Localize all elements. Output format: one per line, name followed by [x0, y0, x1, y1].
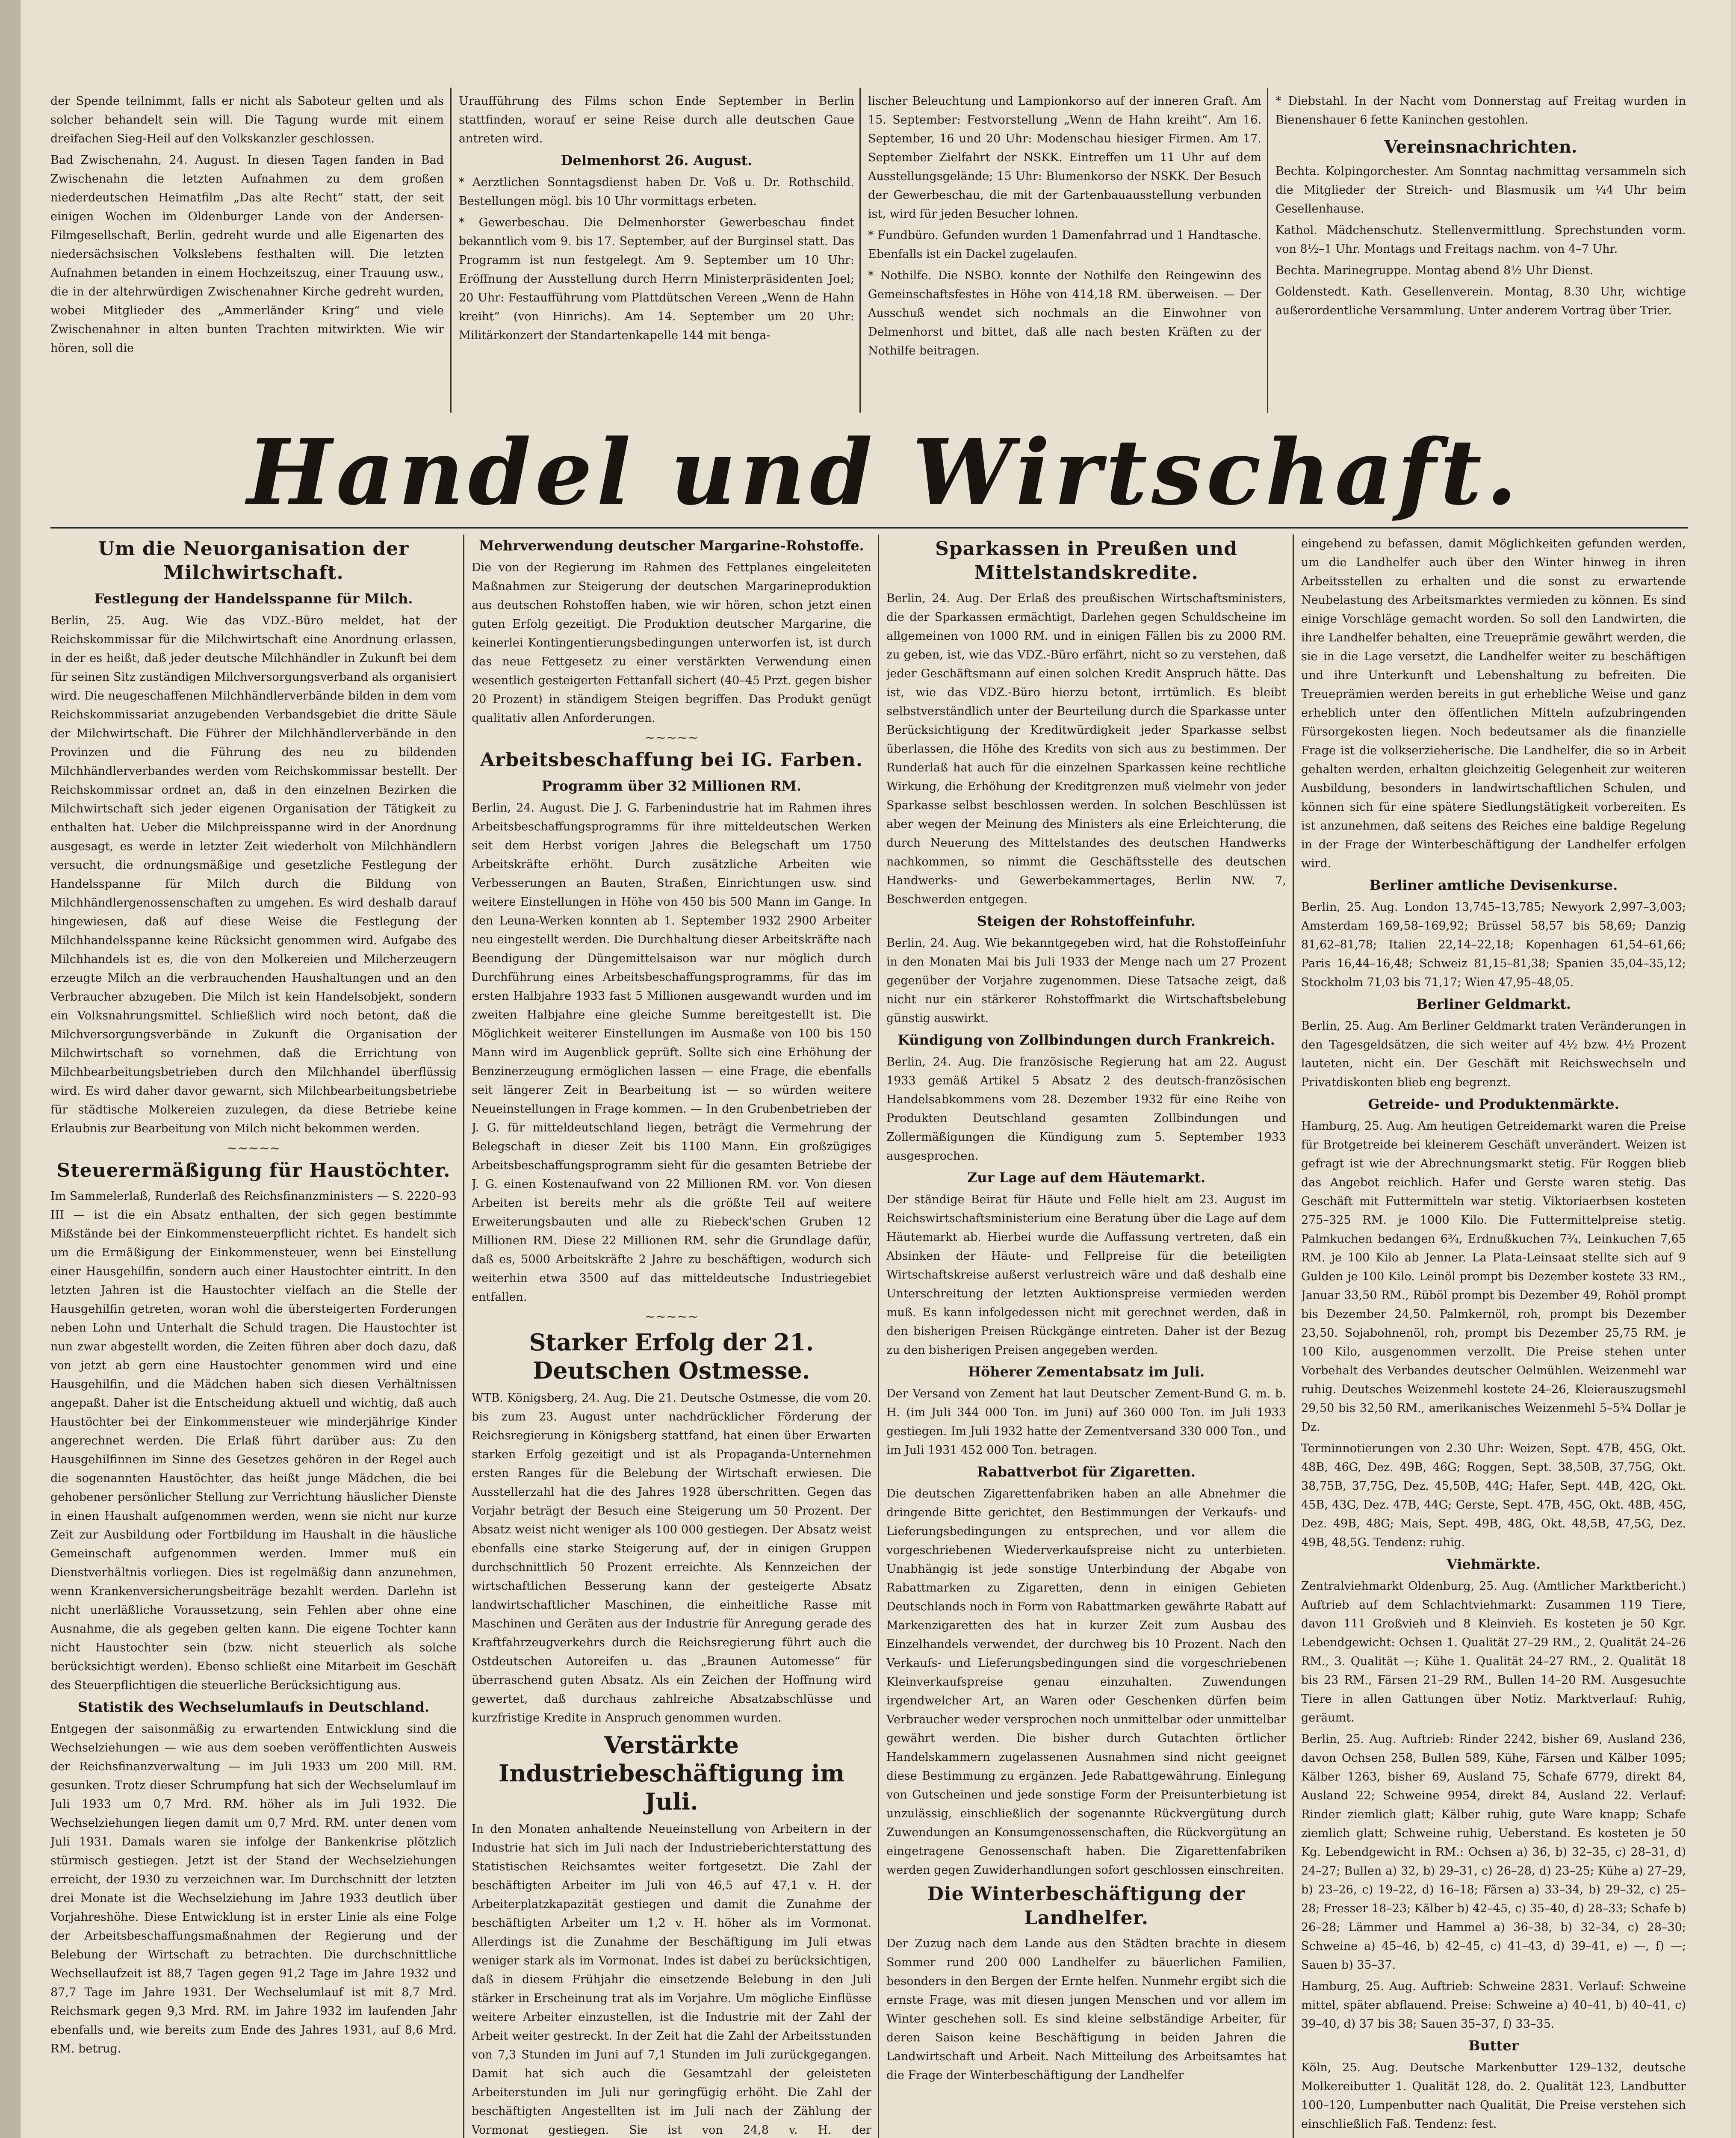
masthead-rule	[50, 527, 1688, 529]
column-rule	[878, 534, 879, 2138]
article-heading-devisenkurse: Berliner amtliche Devisenkurse.	[1369, 877, 1618, 893]
top-c2-p2: * Aerztlichen Sonntagsdienst haben Dr. Voß u. Dr. Rothschild. Bestellungen mögl. bis 10 Uhr vormittags erbeten.	[459, 176, 854, 208]
article-subheading-programm: Programm über 32 Millionen RM.	[541, 778, 802, 794]
top-c4-p4: Bechta. Marinegruppe. Montag abend 8½ Uhr Dienst.	[1275, 264, 1594, 277]
article-separator: ∼∼∼∼∼	[227, 1141, 280, 1156]
article-ig-farben-text: Berlin, 24. August. Die J. G. Farbenindustrie hat im Rahmen ihres Arbeitsbeschaffungsprogramms für ihre mitteldeutschen Werken seit dem Herbst vorigen Jahres die Belegschaft um 1750 Arbeitskräfte erhöht. Durch zusätzliche Arbeiten wie Verbesserungen an Bauten, Straßen, Einrichtungen usw. sind weitere Einstellungen in Höhe von 450 bis 500 Mann im Gange. In den Leuna-Werken konnten ab 1. September 1932 2900 Arbeiter neu eingestellt werden. Die Durchhaltung dieser Arbeitskräfte nach Beendigung der Düngemittelsaison war nur möglich durch Durchführung eines Arbeitsbeschaffungsprogramms, für das im ersten Halbjahre 1933 fast 5 Millionen ausgewandt wurden und im zweiten Halbjahre eine gleiche Summe bereitgestellt ist. Die Möglichkeit weiterer Einstellungen im Ausmaße von 100 bis 150 Mann wird im Augenblick geprüft. Sollte sich eine Erhöhung der Benzinerzeugung ermöglichen lassen — eine Frage, die ebenfalls seit längerer Zeit in Bearbeitung ist — so würden weitere Neueinstellungen in Frage kommen. — In den Grubenbetrieben der J. G. für mitteldeutschland liegen, beträgt die Vermehrung der Belegschaft in dieser Zeit bis 1100 Mann. Ein großzügiges Arbeitsbeschaffungsprogramm sieht für die gesamten Betriebe der J. G. einen Kostenaufwand von 22 Millionen RM. vor. Von diesen Arbeiten ist bereits mehr als die größte Teil auf weitere Erweiterungsbauten und alle zu Riebeck'schen Gruben 12 Millionen RM. Diese 22 Millionen RM. sehr die Grundlage dafür, daß es, 5000 Arbeitskräfte 2 Jahre zu beschäftigen, wodurch sich weiterhin etwa 3500 auf das mitteldeutsche Industriegebiet entfallen.	[472, 801, 871, 1304]
top-column-4	[1275, 92, 1686, 408]
top-c1-p2: Bad Zwischenahn, 24. August. In diesen Tagen fanden in Bad Zwischenahn die letzten Aufnahmen zu dem großen niederdeutschen Heimatfilm „Das alte Recht“ statt, der seit einigen Wochen im Oldenburger Lande von der Andersen-Filmgesellschaft, Berlin, gedreht wurde und alle Eigenarten des niedersächsischen Volkslebens festhalten will. Die letzten Aufnahmen betanden in einem Hochzeitszug, einer Trauung usw., die in der altehrwürdigen Zwischenahner Kirche gedreht wurden, wobei Mitglieder des „Ammerländer Kring“ und viele Zwischenahner in alten bunten Trachten mitwirkten. Wie wir hören, soll die	[50, 154, 444, 355]
article-viehmarkt-oldenburg-text: Zentralviehmarkt Oldenburg, 25. Aug. (Amtlicher Marktbericht.) Auftrieb auf dem Schlachtviehmarkt: Zusammen 119 Tiere, davon 111 Großvieh und 8 Kleinvieh. Es kosteten je 50 Kgr. Lebendgewicht: Ochsen 1. Qualität 27–29 RM., 2. Qualität 24–26 RM., 3. Qualität —; Kühe 1. Qualität 24–27 RM., 2. Qualität 18 bis 23 RM., Färsen 21–29 RM., Bullen 14–20 RM. Ausgesuchte Tiere in allen Gattungen über Notiz. Marktverlauf: Ruhig, geräumt.	[1301, 1580, 1686, 1725]
article-butter-koeln-text: Köln, 25. Aug. Deutsche Markenbutter 129–132, deutsche Molkereibutter 1. Qualität 128, do. 2. Qualität 123, Landbutter 100–120, Lumpenbutter nach Qualität, Die Preise verstehen sich einschließlich Faß. Tendenz: fest.	[1301, 2061, 1686, 2131]
top-c3-p3: * Nothilfe. Die NSBO. konnte der Nothilfe den Reingewinn des Gemeinschaftsfestes in Höhe von 414,18 RM. überweisen. — Der Ausschuß wendet sich nochmals an die Einwohner von Delmenhorst und bittet, daß alle nach besten Kräften zu der Nothilfe beitragen.	[868, 269, 1261, 357]
article-heading-getreide: Getreide- und Produktenmärkte.	[1368, 1096, 1619, 1112]
column-rule	[450, 88, 452, 413]
article-subheading-handelsspanne: Festlegung der Handelsspanne für Milch.	[94, 591, 413, 607]
article-butter-berlin-text	[1301, 2136, 1686, 2138]
top-c3-p2: * Fundbüro. Gefunden wurden 1 Damenfahrrad und 1 Handtasche. Ebenfalls ist ein Dackel zugelaufen.	[868, 229, 1261, 261]
article-heading-viehmaerkte: Viehmärkte.	[1447, 1556, 1541, 1572]
top-c4-p5: Goldenstedt. Kath. Gesellenverein. Montag, 8.30 Uhr, wichtige außerordentliche Versammlung. Unter anderem Vortrag über Trier.	[1275, 285, 1686, 317]
article-milchwirtschaft-text: Berlin, 25. Aug. Wie das VDZ.-Büro meldet, hat der Reichskommissar für die Milchwirtschaft eine Anordnung erlassen, in der es heißt, daß jeder deutsche Milchhändler in Zukunft bei dem für seinen Sitz zuständigen Milchversorgungsverband als organisiert wird. Die neugeschaffenen Milchhändlerverbände bilden in dem vom Reichskommissariat anzugebenden Verbandsgebiet die dritte Säule der Milchwirtschaft. Die Führer der Milchhändlerverbände in den Provinzen und die Führung des neu zu bildenden Milchhändlerverbandes werden vom Reichskommissar bestellt. Der Reichskommissar ordnet an, daß in den einzelnen Bezirken die Milchwirtschaft sich jeder eigenen Organisation der Tätigkeit zu enthalten hat. Ueber die Milchpreisspanne wird in der Anordnung ausgesagt, es werde in letzter Zeit wiederholt von Milchhändlern versucht, die ordnungsmäßige und gesetzliche Festlegung der Handelsspanne für Milch durch die Bildung von Milchhändlergenossenschaften zu umgehen. Es wird deshalb darauf hingewiesen, daß auf diese Weise die Festlegung der Milchhandelsspanne keine Rücksicht genommen wird. Aufgabe des Milchhandels ist es, die von den Molkereien und Milcherzeugern erzeugte Milch an die verbrauchenden Haushaltungen und an den Verbraucher abzugeben. Die Milch ist kein Handelsobjekt, sondern ein Volksnahrungsmittel. Schließlich wird noch betont, daß die Milchversorgungsverbände in Zukunft die Organisation der Milchwirtschaft so vornehmen, daß die Errichtung von Milchbearbeitungsbetrieben durch den Milchhandel überflüssig wird. Es wird daher davor gewarnt, sich Milchbearbeitungsbetriebe für städtische Molkereien zuzulegen, da diese Betriebe keine Erlaubnis zur Bearbeitung von Milch nicht bekommen werden.	[50, 614, 457, 1135]
article-geldmarkt-text: Berlin, 25. Aug. Am Berliner Geldmarkt traten Veränderungen in den Tagesgeldsätzen, die sich weiter auf 4½ bzw. 4½ Prozent lauteten, nicht ein. Der Geschäft mit Reichswechseln und Privatdiskonten blieb eng begrenzt.	[1301, 1019, 1686, 1089]
article-heading-ostmesse: Starker Erfolg der 21. Deutschen Ostmesse.	[529, 1329, 814, 1384]
article-winterbeschaeftigung-text: Der Zuzug nach dem Lande aus den Städten brachte in diesem Sommer rund 200 000 Landhelfer zu bäuerlichen Familien, besonders in den Bergen der Ernte helfen. Nunmehr ergibt sich die ernste Frage, was mit diesen jungen Menschen und vor allem im Winter geschehen soll. Es sind kleine selbständige Arbeiter, für deren Saison keine Beschäftigung in beiden Jahren die Landwirtschaft und Arbeit. Nach Mitteilung des Arbeitsamtes hat die Frage der Winterbeschäftigung der Landhelfer	[886, 1937, 1286, 2082]
article-heading-ig-farben: Arbeitsbeschaffung bei IG. Farben.	[480, 749, 863, 771]
article-getreide-text: Hamburg, 25. Aug. Am heutigen Getreidemarkt waren die Preise für Brotgetreide bei kleinerem Geschäft unverändert. Weizen ist gefragt ist wie der Abrechnungsmarkt stetig. Für Roggen blieb das Angebot reichlich. Hafer und Gerste waren stetig. Das Geschäft mit Futtermitteln war stetig. Viktoriaerbsen kosteten 275–325 RM. je 1000 Kilo. Die Futtermittelpreise stetig. Palmkuchen bedangen 6¾, Erdnußkuchen 7¾, Leinkuchen 7,65 RM. je 100 Kilo ab Jenner. La Plata-Leinsaat stellte sich auf 9 Gulden je 100 Kilo. Leinöl prompt bis Dezember kostete 33 RM., Januar 33,50 RM., Rüböl prompt bis Dezember 49, Rohöl prompt bis Dezember 24,50. Palmkernöl, roh, prompt bis Dezember 23,50. Sojabohnenöl, roh, prompt bis Dezember 25,75 RM. je 100 Kilo, ausgenommen verzollt. Die Preise stehen unter Vorbehalt des Verbandes deutscher Oelmühlen. Weizenmehl war ruhig. Deutsches Weizenmehl kostete 24–26, Kleierauszugsmehl 29,50 bis 32,50 RM., amerikanisches Weizenmehl 5–5¾ Dollar je Dz.	[1301, 1119, 1686, 1434]
delmenhorst-dateline: Delmenhorst 26. August.	[561, 152, 753, 168]
article-heading-geldmarkt: Berliner Geldmarkt.	[1416, 996, 1571, 1012]
article-sparkassen-text: Berlin, 24. Aug. Der Erlaß des preußischen Wirtschaftsministers, die der Sparkassen ermächtigt, Darlehen gegen Schuldscheine im allgemeinen von 1000 RM. und in einigen Fällen bis zu 2000 RM. zu geben, ist, wie das VDZ.-Büro erfährt, nicht so zu verstehen, daß jeder Geschäftsmann auf einen solchen Kredit Anspruch hätte. Das ist, wie das VDZ.-Büro hierzu betont, irrtümlich. Es bleibt selbstverständlich unter der Beurteilung durch die Sparkasse unter Berücksichtigung der Kreditwürdigkeit jeder Sparkasse selbst überlassen, die Höhe des Kredits von sich aus zu bestimmen. Der Runderlaß hat auch für die einzelnen Sparkassen keine rechtliche Wirkung, die Erhöhung der Kreditgrenzen muß vielmehr von jeder Sparkasse selbst beschlossen werden. In solchen Beschlüssen ist aber wegen der Meinung des Ministers als eine Erleichterung, die durch Neuerung des Mittelstandes des deutschen Handwerks nachkommen, so nimmt die Geschäftsstelle des deutschen Handwerks- und Gewerbekammertages, Berlin NW. 7, Beschwerden entgegen.	[886, 592, 1286, 906]
article-heading-butter: Butter	[1468, 2038, 1519, 2054]
article-rohstoffeinfuhr-text: Berlin, 24. Aug. Wie bekanntgegeben wird, hat die Rohstoffeinfuhr in den Monaten Mai bis Juli 1933 der Menge nach um 27 Prozent gegenüber der Vorjahre zugenommen. Diese Tatsache zeigt, daß nicht nur ein stärkerer Rohstoffmarkt die Wirtschaftsbelebung günstig auswirkt.	[886, 936, 1286, 1025]
article-industriebeschaeftigung-text: In den Monaten anhaltende Neueinstellung von Arbeitern in der Industrie hat sich im Juli nach der Industrieberichterstattung des Statistischen Reichsamtes weiter fortgesetzt. Die Zahl der beschäftigten Arbeiter im Juli von 46,5 auf 47,1 v. H. der Arbeiterplatzkapazität gestiegen und damit die Zunahme der beschäftigten Arbeiter um 1,2 v. H. höher als im Vormonat. Allerdings ist die Zunahme der Beschäftigung im Juli etwas weniger stark als im Vormonat. Indes ist dabei zu berücksichtigen, daß in diesem Frühjahr die einsetzende Belebung in den Juli stärker in Erscheinung trat als im Vorjahre. Um mögliche Einflüsse weitere Arbeiter einzustellen, ist die Industrie mit der Zahl der Arbeit weiter gestreckt. In der Zeit hat die Zahl der Arbeitsstunden von 7,3 Stunden im Juni auf 7,1 Stunden im Juli zurückgegangen. Damit hat sich auch die Gesamtzahl der geleisteten Arbeiterstunden im Juli nur geringfügig erhöht. Die Zahl der beschäftigten Angestellten ist im Juli nach der Zählung der Vormonat gestiegen. Sie ist von 24,8 v. H. der	[472, 1822, 871, 2137]
article-heading-sparkassen: Sparkassen in Preußen und Mittelstandskredite.	[935, 538, 1237, 584]
article-margarine-text: Die von der Regierung im Rahmen des Fettplanes eingeleiteten Maßnahmen zur Steigerung der deutschen Margarineproduktion aus deutschen Rohstoffen haben, wie wir hören, schon jetzt einen guten Erfolg gezeitigt. Die Produktion deutscher Margarine, die keinerlei Kontingentierungsbedingungen unterworfen ist, ist durch das neue Fettgesetz zu einer verstärkten Verwendung einen wesentlich gesteigerten Fettanfall sichert (40–45 Przt. gegen bisher 20 Prozent) in ständigem Steigen begriffen. Das Produkt genügt qualitativ allen Anforderungen.	[472, 561, 871, 725]
article-devisenkurse-text: Berlin, 25. Aug. London 13,745–13,785; Newyork 2,997–3,003; Amsterdam 169,58–169,92; Brüssel 58,57 bis 58,69; Danzig 81,62–81,78; Italien 22,14–22,18; Kopenhagen 61,54–61,66; Paris 16,44–16,48; Schweiz 81,15–81,38; Spanien 35,04–35,12; Stockholm 71,03 bis 71,17; Wien 47,95–48,05.	[1301, 901, 1686, 989]
article-haustoechter-text: Im Sammelerlaß, Runderlaß des Reichsfinanzministers — S. 2220–93 III — ist die ein Absatz enthalten, der sich gegen bestimmte Mißstände bei der Einkommensteuerpflicht richtet. Es handelt sich um die Ermäßigung der Einkommensteuer, wenn bei Einstellung einer Hausgehilfin, sondern auch einer Haustochter eintritt. In den letzten Jahren ist die Haustochter vielfach an die Stelle der Hausgehilfin getreten, woran wohl die übersteigerten Forderungen neben Lohn und Unterhalt die Schuld tragen. Die Haustochter ist nun zwar abgestellt worden, die Zeiten führen aber doch dazu, daß von jetzt ab gern eine Haustochter genommen wird und eine Hausgehilfin, und die Mädchen haben sich diesen Verhältnissen angepaßt. Daher ist die Entscheidung aktuell und wichtig, daß auch Haustöchter bei der Einkommensteuer wie minderjährige Kinder angerechnet werden. Die Erlaß führt darüber aus: Zu den Hausgehilfinnen im Sinne des Gesetzes gehören in der Regel auch die sogenannten Haustöchter, das heißt junge Mädchen, die bei gehobener persönlicher Stellung zur Verrichtung häuslicher Dienste in einen Haushalt aufgenommen werden, wenn sie nicht nur kurze Zeit zur Ausbildung oder Fortbildung im Haushalt in die häusliche Gemeinschaft aufgenommen werden. Immer muß ein Dienstverhältnis vorliegen. Dies ist regelmäßig dann anzunehmen, wenn Krankenversicherungsbeiträge bezahlt werden. Darlehn ist nicht unerläßliche Voraussetzung, sein Fehlen aber ohne eine Ausnahme, die als gegeben gelten kann. Die eigene Tochter kann nicht Haustochter sein (bzw. nicht steuerlich als solche berücksichtigt werden). Ebenso schließt eine Mitarbeit im Geschäft des Steuerpflichtigen die steuerliche Berücksichtigung aus.	[50, 1190, 457, 1692]
top-c3-p1: lischer Beleuchtung und Lampionkorso auf der inneren Graft. Am 15. September: Festvorstellung „Wenn de Hahn kreiht“. Am 16. September, 16 und 20 Uhr: Modenschau hiesiger Firmen. Am 17. September Zielfahrt der NSKK. Eintreffen um 11 Uhr auf dem Ausstellungsgelände; 15 Uhr: Blumenkorso der NSKK. Der Besuch der Gewerbeschau, die mit der Gartenbauausstellung verbunden ist, wird für jeden Besucher lohnen.	[868, 94, 1261, 221]
column-rule	[463, 534, 464, 2138]
top-c4-p3: Kathol. Mädchenschutz. Stellenvermittlung. Sprechstunden vorm. von 8½–1 Uhr. Montags und Freitags nachm. von 4–7 Uhr.	[1275, 224, 1686, 256]
article-zollbindungen-text: Berlin, 24. Aug. Die französische Regierung hat am 22. August 1933 gemäß Artikel 5 Absatz 2 des deutsch-französischen Handelsabkommens vom 28. Dezember 1932 für eine Reihe von Produkten Deutschland gesamten Zollbindungen und Zollermäßigungen die Kündigung zum 5. September 1933 ausgesprochen.	[886, 1055, 1286, 1163]
article-separator: ∼∼∼∼∼	[644, 730, 699, 745]
vereinsnachrichten-heading: Vereinsnachrichten.	[1384, 137, 1577, 157]
top-c4-p1: * Diebstahl. In der Nacht vom Donnerstag auf Freitag wurden in Bienenshauer 6 fette Kaninchen gestohlen.	[1275, 94, 1686, 127]
top-column-2	[459, 92, 854, 408]
article-heading-industriebeschaeftigung: Verstärkte Industriebeschäftigung im Juli.	[498, 1731, 845, 1815]
article-heading-rabattverbot: Rabattverbot für Zigaretten.	[977, 1464, 1196, 1480]
article-viehmarkt-hamburg-text: Hamburg, 25. Aug. Auftrieb: Schweine 2831. Verlauf: Schweine mittel, später abflauend. Preise: Schweine a) 40–41, b) 40–41, c) 39–40, d) 37 bis 38; Sauen 35–37, f) 33–35.	[1301, 1980, 1686, 2031]
section-masthead: Handel und Wirtschaft.	[247, 419, 1522, 525]
article-haeutemarkt-text: Der ständige Beirat für Häute und Felle hielt am 23. August im Reichswirtschaftsministerium eine Beratung über die Lage auf dem Häutemarkt ab. Hierbei wurde die Auffassung vertreten, daß ein Absinken der Häute- und Fellpreise für die beteiligten Wirtschaftskreise außerst verlustreich wäre und daß deshalb eine Unterschreitung der letzten Auktionspreise vermieden werden muß. Es kann infolgedessen nicht mit gerechnet werden, daß in den bisherigen Preisen Rückgänge eintreten. Daher ist der Bezug zu den bisherigen Preisen angegeben werden.	[886, 1193, 1286, 1357]
article-ostmesse-text: WTB. Königsberg, 24. Aug. Die 21. Deutsche Ostmesse, die vom 20. bis zum 23. August unter nachdrücklicher Förderung der Reichsregierung in Königsberg stattfand, hat einen über Erwarten starken Erfolg gezeitigt und ist als Propaganda-Unternehmen ersten Ranges für die Belebung der Wirtschaft erwiesen. Die Ausstellerzahl hat die des Jahres 1928 überschritten. Gegen das Vorjahr beträgt der Besuch eine Steigerung um 50 Prozent. Der Absatz weist nicht weniger als 100 000 gestiegen. Der Absatz weist ebenfalls eine starke Steigerung auf, der in einigen Gruppen durchschnittlich 50 Prozent erreichte. Als Kennzeichen der wirtschaftlichen Besserung kann der gesteigerte Absatz landwirtschaftlicher Maschinen, die einheitliche Rasse mit Maschinen und Geräten aus der Industrie für Anregung gerade des Kraftfahrzeugverkehrs durch die Reichsregierung führt auch die Ostdeutschen Autoreifen u. das „Braunen Automesse“ für überraschend guten Absatz. Als ein Zeichen der Hoffnung wird gewertet, daß durchaus zahlreiche Absatzabschlüsse und kurzfristige Kredite in Anspruch genommen wurden.	[472, 1391, 871, 1725]
article-landhelfer-continued: eingehend zu befassen, damit Möglichkeiten gefunden werden, um die Landhelfer auch über den Winter hinweg in ihren Arbeitsstellen zu erhalten und die sonst zu erwartende Neubelastung des Arbeitsmarktes vermieden zu können. Es sind einige Vorschläge gemacht worden. So soll den Landwirten, die ihre Landhelfer behalten, eine Treueprämie gewährt werden, die sie in die Lage versetzt, die Landhelfer weiter zu beschäftigen und ihre Unterkunft und Lebenshaltung zu befreiten. Die Treueprämien werden bereits in gut erhebliche Weise und ganz erheblich unter den öffentlichen Mitteln aufzubringenden Fürsorgekosten liegen. Noch bedeutsamer als die finanzielle Frage ist die volkserzieherische. Die Landhelfer, die so in Arbeit gehalten werden, erhalten gleichzeitig Gelegenheit zur weiteren Ausbildung, besonders in landwirtschaftlichen Schulen, und können sich für eine spätere Siedlungstätigkeit vorbereiten. Es ist anzunehmen, daß seitens des Reiches eine baldige Regelung in der Frage der Winterbeschäftigung der Landhelfer erfolgen wird.	[1301, 537, 1686, 870]
top-c2-p1: Uraufführung des Films schon Ende September in Berlin stattfinden, worauf er seine Reise durch alle deutschen Gaue antreten wird.	[459, 94, 854, 145]
column-rule	[1267, 88, 1268, 413]
newspaper-page	[21, 0, 1731, 2138]
main-column-4	[1301, 534, 1686, 2138]
top-column-1	[50, 92, 444, 408]
article-heading-wechselumlauf: Statistik des Wechselumlaufs in Deutschland.	[77, 1699, 430, 1715]
article-zementabsatz-text: Der Versand von Zement hat laut Deutscher Zement-Bund G. m. b. H. (im Juli 344 000 Ton. im Juni) auf 360 000 Ton. im Juli 1933 gestiegen. Im Juli 1932 hatte der Zementversand 330 000 Ton., und im Juli 1931 452 000 Ton. betragen.	[886, 1387, 1286, 1457]
article-viehmarkt-berlin-text: Berlin, 25. Aug. Auftrieb: Rinder 2242, bisher 69, Ausland 236, davon Ochsen 258, Bullen 589, Kühe, Färsen und Kälber 1095; Kälber 1263, bisher 69, Ausland 75, Schafe 6779, direkt 84, Ausland 22; Schweine 9954, direkt 84, Ausland 22. Verlauf: Rinder ziemlich glatt; Kälber ruhig, gute Ware knapp; Schafe ziemlich glatt; Schweine ruhig, Ueberstand. Es kosteten je 50 Kg. Lebendgewicht in RM.: Ochsen a) 36, b) 32–35, c) 28–31, d) 24–27; Bullen a) 32, b) 29–31, c) 26–28, d) 23–25; Kühe a) 27–29, b) 23–26, c) 19–22, d) 16–18; Färsen a) 33–34, b) 29–32, c) 25–28; Fresser 18–23; Kälber b) 42–45, c) 35–40, d) 28–33; Schafe b) 26–28; Lämmer und Hammel a) 36–38, b) 32–34, c) 28–30; Schweine a) 45–46, b) 42–45, c) 41–43, d) 39–41, e) —, f) —; Sauen b) 35–37.	[1301, 1733, 1686, 1972]
page-spine	[0, 0, 21, 2138]
column-rule	[1293, 534, 1294, 2138]
article-heading-zollbindungen: Kündigung von Zollbindungen durch Frankreich.	[898, 1032, 1275, 1048]
top-c2-p3: * Gewerbeschau. Die Delmenhorster Gewerbeschau findet bekanntlich vom 9. bis 17. September, auf der Burginsel statt. Das Programm ist nun festgelegt. Am 9. September um 10 Uhr: Eröffnung der Ausstellung durch Herrn Ministerpräsidenten Joel; 20 Uhr: Festaufführung vom Plattdütschen Vereen „Wenn de Hahn kreiht“ (von Hinrichs). Am 14. September um 20 Uhr: Militärkonzert der Standartenkapelle 144 mit benga-	[459, 216, 854, 342]
article-heading-milchwirtschaft: Um die Neuorganisation der Milchwirtschaft.	[98, 538, 409, 584]
main-column-2	[472, 534, 871, 2138]
main-column-1	[50, 534, 457, 2138]
article-heading-winterbeschaeftigung: Die Winterbeschäftigung der Landhelfer.	[927, 1883, 1246, 1929]
article-wechselumlauf-text: Entgegen der saisonmäßig zu erwartenden Entwicklung sind die Wechselziehungen — wie aus dem soeben veröffentlichten Ausweis der Reichsfinanzverwaltung — im Juli 1933 um 200 Mill. RM. gesunken. Trotz dieser Schrumpfung hat sich der Wechselumlauf im Juli 1933 um 0,7 Mrd. RM. höher als im Juli 1932. Die Wechselziehungen liegen damit um 0,7 Mrd. RM. unter denen vom Juli 1931. Damals waren sie infolge der Bankenkrise plötzlich stürmisch gestiegen. Jetzt ist der Stand der Wechselziehungen erreicht, der 1930 zu verzeichnen war. Im Durchschnitt der letzten drei Monate ist die Wechselziehung im Jahre 1933 deutlich über Vorjahreshöhe. Diese Entwicklung ist in erster Linie als eine Folge der Arbeitsbeschaffungsmaßnahmen der Regierung und der Belebung der Wirtschaft zu betrachten. Die durchschnittliche Wechsellaufzeit ist 88,7 Tagen gegen 91,2 Tage im Jahre 1932 und 87,7 Tage im Jahre 1931. Der Wechselumlauf ist mit 8,7 Mrd. Reichsmark gegen 9,3 Mrd. RM. im Jahre 1932 im laufenden Jahr ebenfalls und, wie bereits zum Ende des Jahres 1931, auf 8,6 Mrd. RM. betrug.	[50, 1722, 457, 2055]
article-rabattverbot-text: Die deutschen Zigarettenfabriken haben an alle Abnehmer die dringende Bitte gerichtet, den Bestimmungen der Verkaufs- und Lieferungsbedingungen zu entsprechen, und vor allem die vorgeschriebenen Wiederverkaufspreise nicht zu unterbieten. Unabhängig ist jede sonstige Unterbindung der Abgabe von Rabattmarken zu Zigaretten, denn in einigen Gebieten Deutschlands noch in Form von Rabattmarken gewährte Rabatt auf Markenzigaretten des hat in kurzer Zeit zum Ausbau des Einzelhandels verwendet, der durchweg bis 10 Prozent. Nach den Verkaufs- und Lieferungsbedingungen sind die vorgeschriebenen Kleinverkaufspreise genau einzuhalten. Zuwendungen irgendwelcher Art, an Waren oder Geschenken dürfen beim Verbraucher weder versprochen noch unmittelbar oder unmittelbar gewährt werden. Die bisher durch Gutachten örtlicher Handelskammern zugelassenen Ausnahmen sind nicht geeignet diese Bestimmung zu ergänzen. Jede Rabattgewährung. Einlegung von Gutscheinen und jede sonstige Form der Preisunterbietung ist unzulässig, einschließlich der sogenannte Rückvergütung durch Zuwendungen an Konsumgenossenschaften, die Rückvergütung an eingetragene Genossenschaft haben. Die Zigarettenfabriken werden gegen Zuwiderhandlungen sofort geschlossen einschreiten.	[886, 1487, 1286, 1877]
top-column-3	[868, 92, 1261, 408]
column-rule	[859, 88, 861, 413]
article-separator: ∼∼∼∼∼	[644, 1309, 699, 1324]
article-heading-rohstoffeinfuhr: Steigen der Rohstoffeinfuhr.	[977, 913, 1196, 929]
main-column-3	[886, 534, 1286, 2138]
article-heading-margarine: Mehrverwendung deutscher Margarine-Rohstoffe.	[479, 537, 864, 554]
article-terminnotierungen-text: Terminnotierungen von 2.30 Uhr: Weizen, Sept. 47B, 45G, Okt. 48B, 46G, Dez. 49B, 46G; Roggen, Sept. 38,50B, 37,75G, Okt. 38,75B, 37,75G, Dez. 45,50B, 44G; Hafer, Sept. 44B, 42G, Okt. 45B, 43G, Dez. 47B, 44G; Gerste, Sept. 47B, 45G, Okt. 48B, 45G, Dez. 49B, 48G; Mais, Sept. 49B, 48G, Okt. 48,5B, 47,5G, Dez. 49B, 48,5G. Tendenz: ruhig.	[1301, 1442, 1686, 1549]
article-heading-haustoechter: Steuerermäßigung für Haustöchter.	[56, 1160, 451, 1181]
top-c1-p1: der Spende teilnimmt, falls er nicht als Saboteur gelten und als solcher behandelt sein will. Die Tagung wurde mit einem dreifachen Sieg-Heil auf den Volkskanzler geschlossen.	[50, 94, 444, 145]
top-c4-p2: Bechta. Kolpingorchester. Am Sonntag nachmittag versammeln sich die Mitglieder der Streich- und Blasmusik um ¼4 Uhr beim Gesellenhause.	[1275, 165, 1686, 216]
article-heading-zementabsatz: Höherer Zementabsatz im Juli.	[968, 1364, 1205, 1380]
article-heading-haeutemarkt: Zur Lage auf dem Häutemarkt.	[967, 1169, 1206, 1186]
